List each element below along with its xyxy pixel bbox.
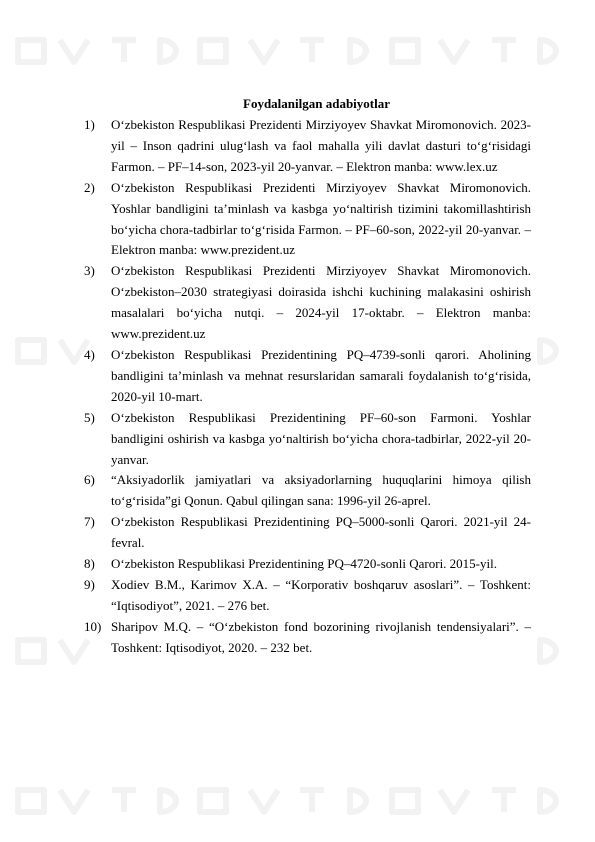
list-item-text: O‘zbekiston Respublikasi Prezidenti Mirziyoyev Shavkat Miromonovich. 2023-yil – Inson qadrini ulug‘lash va faol mahalla yili davlat dasturi to‘g‘risidagi Farmon. – PF–14-son, 2023-yil 20-yanvar. – Elektron manba: www.lex.uz [111, 117, 531, 174]
list-item-number: 7) [84, 514, 95, 530]
list-item [84, 178, 531, 262]
list-item-text: O‘zbekiston Respublikasi Prezidentining PQ–4720-sonli Qarori. 2015-yil. [111, 556, 497, 572]
list-item-text: O‘zbekiston Respublikasi Prezidentining PF–60-son Farmoni. Yoshlar bandligini oshirish va kasbga yo‘naltirish bo‘yicha chora-tadbirlar, 2022-yil 20-yanvar. [111, 409, 531, 467]
list-item [84, 554, 531, 575]
list-item-number: 1) [84, 117, 95, 132]
list-item-number: 6) [84, 472, 95, 488]
list-item [84, 575, 531, 617]
list-item-number: 4) [84, 346, 95, 362]
list-item [84, 408, 531, 471]
list-item-text: O‘zbekiston Respublikasi Prezidenti Mirziyoyev Shavkat Miromonovich. O‘zbekiston–2030 strategiyasi doirasida ishchi kuchining malakasini oshirish masalalari bo‘yicha nutqi. – 2024-yil 17-oktabr. – Elektron manba: www.prezident.uz [111, 263, 531, 342]
list-item [84, 261, 531, 345]
list-item-number: 10) [84, 618, 102, 634]
list-item-text: O‘zbekiston Respublikasi Prezidentining PQ–5000-sonli Qarori. 2021-yil 24-fevral. [111, 514, 531, 551]
list-item [84, 115, 531, 178]
list-item-text: Xodiev B.M., Karimov X.A. – “Korporativ boshqaruv asoslari”. – Toshkent: “Iqtisodiyot”, 2021. – 276 bet. [111, 576, 531, 613]
list-item-number: 9) [84, 576, 95, 592]
list-item-number: 8) [84, 556, 95, 572]
list-item-text: “Aksiyadorlik jamiyatlari va aksiyadorlarning huquqlarini himoya qilish to‘g‘risida”gi Qonun. Qabul qilingan sana: 1996-yil 26-aprel. [111, 472, 531, 509]
list-item [84, 617, 531, 659]
reference-list [84, 115, 531, 659]
list-item-number: 3) [84, 263, 95, 279]
list-item [84, 470, 531, 512]
list-item-text: O‘zbekiston Respublikasi Prezidenti Mirziyoyev Shavkat Miromonovich. Yoshlar bandligini ta’minlash va kasbga yo‘naltirish tizimini takomillashtirish bo‘yicha chora-tadbirlar to‘g‘risida Farmon. – PF–60-son, 2022-yil 20-yanvar. – Elektron manba: www.prezident.uz [111, 179, 531, 258]
list-item-text: O‘zbekiston Respublikasi Prezidentining PQ–4739-sonli qarori. Aholining bandligini ta’minlash va mehnat resurslaridan samarali foydalanish to‘g‘risida, 2020-yil 10-mart. [111, 346, 531, 404]
page-title: Foydalanilgan adabiyotlar [243, 96, 390, 111]
list-item-text: Sharipov M.Q. – “O‘zbekiston fond bozorining rivojlanish tendensiyalari”. – Toshkent: Iqtisodiyot, 2020. – 232 bet. [111, 618, 531, 655]
list-item-number: 5) [84, 409, 95, 425]
list-item-number: 2) [84, 179, 95, 195]
list-item [84, 345, 531, 408]
page-content [84, 94, 531, 659]
list-item [84, 512, 531, 554]
